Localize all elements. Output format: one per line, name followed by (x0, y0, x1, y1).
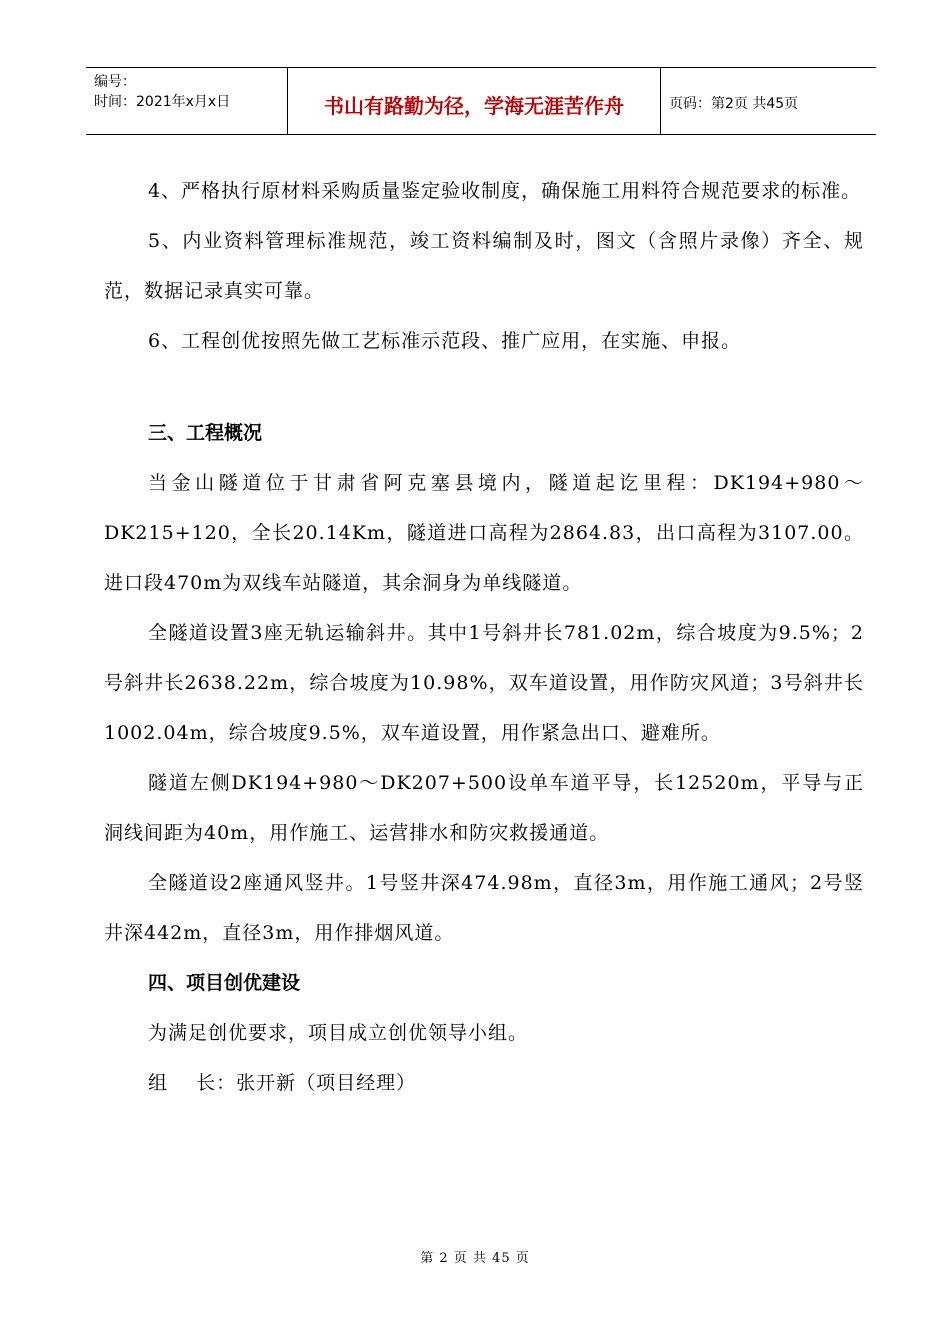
paragraph-vertical-shafts: 全隧道设2座通风竖井。1号竖井深474.98m，直径3m，用作施工通风；2号竖井深442m，直径3m，用作排烟风道。 (104, 872, 864, 944)
page-footer: 第 2 页 共 45 页 (420, 1251, 530, 1266)
header-meta (86, 68, 288, 134)
document-time-label: 时间：2021年x月x日 (94, 94, 231, 110)
paragraph-group-leader: 组 长：张开新（项目经理） (148, 1072, 417, 1094)
document-header (86, 67, 876, 135)
paragraph-item-5: 5、内业资料管理标准规范，竣工资料编制及时，图文（含照片录像）齐全、规范，数据记录真实可靠。 (104, 230, 864, 302)
paragraph-parallel-heading: 隧道左侧DK194+980～DK207+500设单车道平导，长12520m，平导与正洞线间距为40m，用作施工、运营排水和防灾救援通道。 (104, 772, 864, 844)
paragraph-tunnel-location: 当金山隧道位于甘肃省阿克塞县境内，隧道起讫里程：DK194+980～DK215+120，全长20.14Km，隧道进口高程为2864.83，出口高程为3107.00。进口段470m为双线车站隧道，其余洞身为单线隧道。 (104, 472, 864, 594)
paragraph-inclined-shafts: 全隧道设置3座无轨运输斜井。其中1号斜井长781.02m，综合坡度为9.5%；2号斜井长2638.22m，综合坡度为10.98%，双车道设置，用作防灾风道；3号斜井长1002.04m，综合坡度9.5%，双车道设置，用作紧急出口、避难所。 (104, 622, 864, 744)
document-body (104, 166, 864, 1108)
header-motto: 书山有路勤为径，学海无涯苦作舟 (288, 68, 661, 134)
section-heading-project: 四、项目创优建设 (148, 972, 301, 994)
section-heading-overview: 三、工程概况 (148, 422, 263, 444)
paragraph-item-6: 6、工程创优按照先做工艺标准示范段、推广应用，在实施、申报。 (148, 330, 742, 352)
paragraph-item-4: 4、严格执行原材料采购质量鉴定验收制度，确保施工用料符合规范要求的标准。 (148, 180, 862, 202)
section-spacer (104, 366, 864, 408)
header-page-number: 页码：第2页 共45页 (669, 96, 799, 112)
document-number-label: 编号： (94, 74, 136, 90)
paragraph-leadership-group: 为满足创优要求，项目成立创优领导小组。 (148, 1022, 529, 1044)
